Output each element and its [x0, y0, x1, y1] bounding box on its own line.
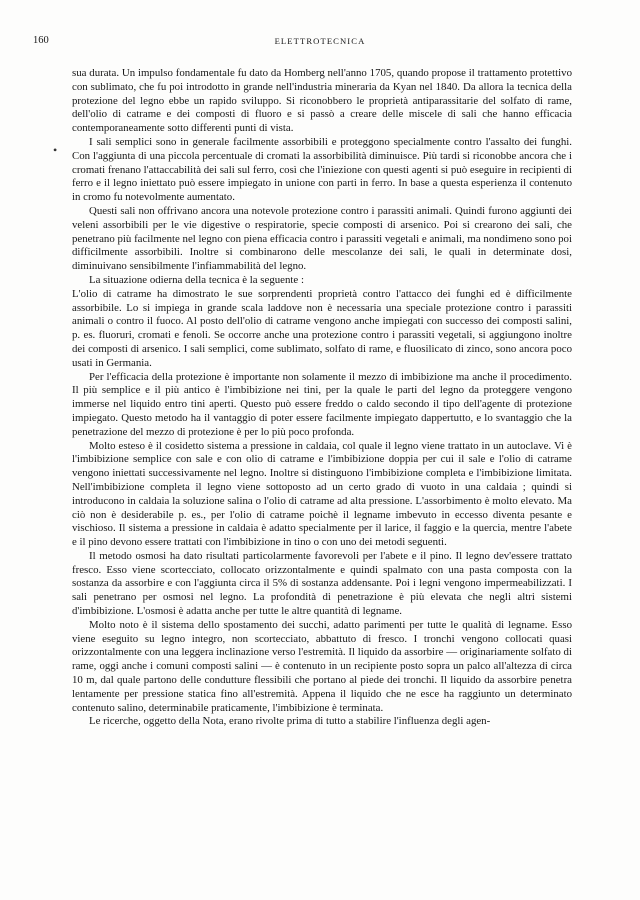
- page-header: [0, 0, 640, 50]
- margin-mark: •: [53, 143, 58, 157]
- paragraph: L'olio di catrame ha dimostrato le sue sorprendenti proprietà contro l'attacco dei funghi ed è difficilmente assorbibile. Lo si impiega in grande scala laddove non è necessaria una speciale protezione contro i parassiti animali o contro il fuoco. Al posto dell'olio di catrame vengono anche impiegati con successo dei composti salini, p. es. fluoruri, cromati e fenoli. Se occorre anche una protezione contro i parassiti vegetali, si aggiungono inoltre dei composti di arsenico. I sali semplici, come sublimato, solfato di rame, e fluosilicato di zinco, sono ancora poco usati in Germania.: [72, 287, 572, 369]
- paragraph: I sali semplici sono in generale facilmente assorbibili e proteggono specialmente contro l'assalto dei funghi. Con l'aggiunta di una piccola percentuale di cromati la assorbibilità diminuisce. Più tardi si riconobbe ancora che i cromati frenano l'attaccabilità dei sali sul ferro, così che l'iniezione con questi agenti si può eseguire in recipienti di ferro e il legno iniettato può essere impiegato in unione con parti in ferro. In base a questa esperienza il contenuto in cromo fu notevolmente aumentato.: [72, 135, 572, 204]
- body-text: [72, 67, 572, 729]
- paragraph: Molto esteso è il cosidetto sistema a pressione in caldaia, col quale il legno viene trattato in un autoclave. Vi è l'imbibizione semplice con sale e con olio di catrame e l'imbibizione doppia per cui il sale e l'olio di catrame vengono iniettati successivamente nel legno. Inoltre si distinguono l'imbibizione completa e l'imbibizione limitata. Nell'imbibizione completa il legno viene sottoposto ad un certo grado di vuoto in una caldaia ; quindi si introducono in caldaia la soluzione salina o l'olio di catrame ad alta pressione. L'assorbimento è molto elevato. Ma ciò non è desiderabile p. es., per l'olio di catrame poichè il legname imbevuto in eccesso diventa pesante e vischioso. Il sistema a pressione in caldaia è adatto specialmente per il larice, il faggio e la quercia, mentre l'abete e il pino devono essere trattati con l'imbibizione in tino o con uno dei metodi seguenti.: [72, 439, 572, 549]
- page-number: 160: [33, 35, 49, 46]
- paragraph: Molto noto è il sistema dello spostamento dei succhi, adatto parimenti per tutte le qualità di legname. Esso viene eseguito su legno integro, non scortecciato, abbattuto di fresco. I tronchi vengono collocati quasi orizzontalmente con una leggera inclinazione verso l'estremità. Il liquido da assorbire — originariamente solfato di rame, oggi anche i comuni composti salini — è contenuto in un recipiente posto sopra un palco all'altezza di circa 10 m, dal quale partono delle condutture flessibili che portano al piede dei tronchi. Il liquido da assorbire penetra lentamente per pressione statica fino all'estremità. Appena il liquido che ne esce ha raggiunto un determinato contenuto salino, determinabile praticamente, l'imbibizione è terminata.: [72, 618, 572, 714]
- running-head: ELETTROTECNICA: [274, 36, 366, 46]
- paragraph: Le ricerche, oggetto della Nota, erano rivolte prima di tutto a stabilire l'influenza degli agen-: [89, 715, 491, 728]
- paragraph: sua durata. Un impulso fondamentale fu dato da Homberg nell'anno 1705, quando propose il trattamento protettivo con sublimato, che fu poi introdotto in grande nell'industria mineraria da Kyan nel 1840. Da allora la tecnica della protezione del legno ebbe un rapido sviluppo. Si riconobbero le proprietà antiparassitarie del solfato di rame, dell'olio di catrame e dei composti di fluoro e si passò a creare delle miscele di sali che hanno efficacia contemporaneamente sotto differenti punti di vista.: [72, 67, 572, 135]
- paragraph: La situazione odierna della tecnica è la seguente :: [89, 273, 304, 286]
- paragraph: Per l'efficacia della protezione è importante non solamente il mezzo di imbibizione ma anche il procedimento. Il più semplice e il più antico è l'imbibizione nei tini, per la quale le parti del legno da proteggere vengono immerse nel liquido entro tini aperti. Questo può essere freddo o caldo secondo il tipo dell'agente di protezione impiegato. Questo metodo ha il vantaggio di poter essere facilmente impiegato dappertutto, e lo svantaggio che la penetrazione del mezzo di protezione è per lo più poco profonda.: [72, 370, 572, 438]
- paragraph: Il metodo osmosi ha dato risultati particolarmente favorevoli per l'abete e il pino. Il legno dev'essere trattato fresco. Esso viene scortecciato, collocato orizzontalmente e quindi spalmato con una pasta composta con la sostanza da assorbire e con l'aggiunta circa il 5% di sostanza addensante. Poi i legni vengono impermeabilizzati. I sali penetrano per osmosi nel legno. La profondità di penetrazione è più elevata che negli altri sistemi d'imbibizione. L'osmosi è adatta anche per tutte le altre quantità di legname.: [72, 549, 572, 618]
- paragraph: Questi sali non offrivano ancora una notevole protezione contro i parassiti animali. Quindi furono aggiunti dei veleni assorbibili per le vie digestive o respiratorie, specie composti di arsenico. Poi si crearono dei sali, che penetrano più facilmente nel legno con piena efficacia contro i parassiti vegetali e animali, ma nondimeno sono poi difficilmente assorbibili. Inoltre si combinarono delle mescolanze dei sali, le quali in determinate dosi, diminuivano sensibilmente l'infiammabilità del legno.: [72, 204, 572, 273]
